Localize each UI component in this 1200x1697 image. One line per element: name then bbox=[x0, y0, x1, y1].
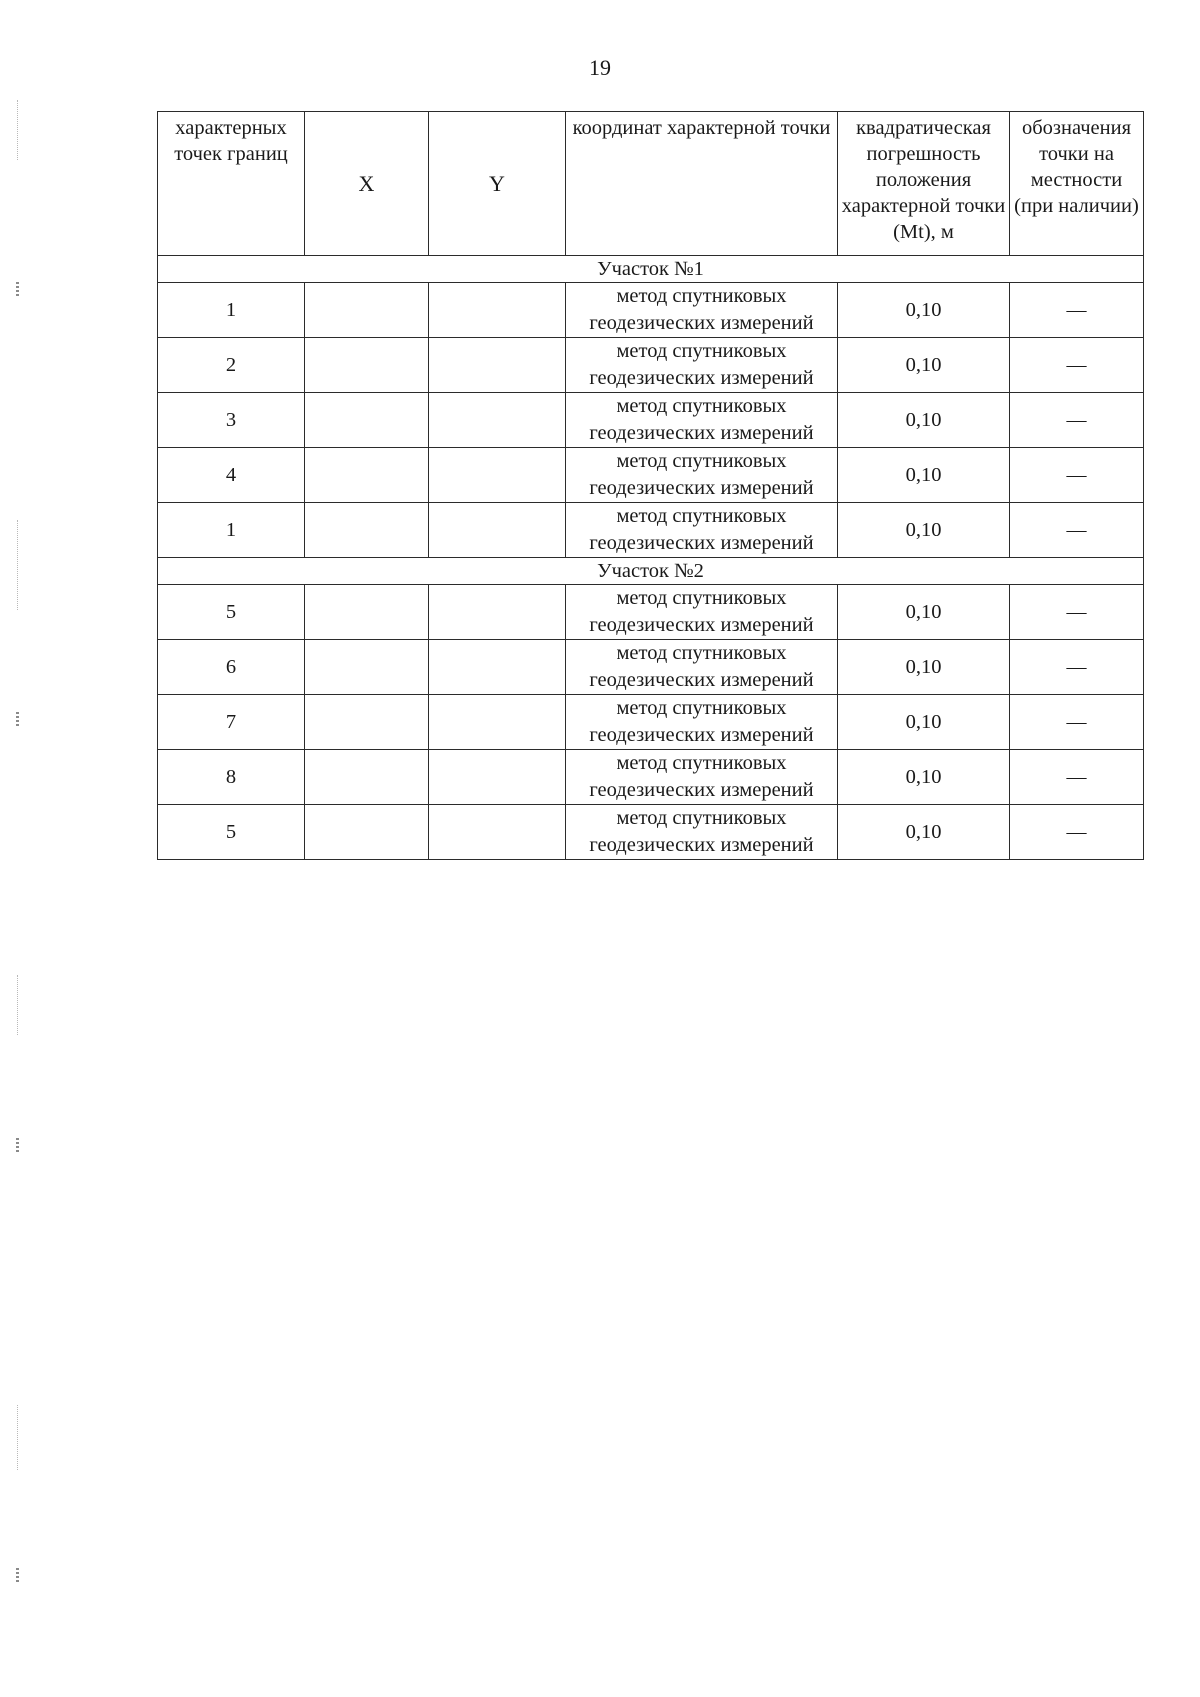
x-cell bbox=[305, 750, 429, 805]
point-cell: 2 bbox=[158, 338, 305, 393]
table-row bbox=[158, 805, 1144, 860]
coordinates-table bbox=[157, 111, 1144, 860]
scan-artifact bbox=[16, 1138, 19, 1152]
error-cell: 0,10 bbox=[838, 585, 1010, 640]
point-cell: 1 bbox=[158, 283, 305, 338]
table-row bbox=[158, 503, 1144, 558]
error-cell: 0,10 bbox=[838, 448, 1010, 503]
error-cell: 0,10 bbox=[838, 338, 1010, 393]
marking-cell: — bbox=[1010, 640, 1144, 695]
error-cell: 0,10 bbox=[838, 393, 1010, 448]
x-cell bbox=[305, 448, 429, 503]
marking-cell: — bbox=[1010, 338, 1144, 393]
x-cell bbox=[305, 640, 429, 695]
marking-cell: — bbox=[1010, 448, 1144, 503]
scan-artifact bbox=[16, 282, 19, 296]
x-cell bbox=[305, 338, 429, 393]
x-cell bbox=[305, 393, 429, 448]
method-cell: метод спутниковых геодезических измерений bbox=[566, 585, 838, 640]
table-body bbox=[158, 112, 1144, 860]
y-cell bbox=[429, 503, 566, 558]
error-cell: 0,10 bbox=[838, 640, 1010, 695]
section-title: Участок №2 bbox=[158, 558, 1144, 585]
point-cell: 4 bbox=[158, 448, 305, 503]
error-cell: 0,10 bbox=[838, 503, 1010, 558]
x-cell bbox=[305, 805, 429, 860]
method-cell: метод спутниковых геодезических измерений bbox=[566, 338, 838, 393]
scan-artifact bbox=[16, 712, 19, 726]
table-row bbox=[158, 640, 1144, 695]
y-cell bbox=[429, 750, 566, 805]
header-marking: обозначения точки на местности (при наличии) bbox=[1010, 112, 1144, 256]
header-error: квадратическая погрешность положения характерной точки (Mt), м bbox=[838, 112, 1010, 256]
error-cell: 0,10 bbox=[838, 805, 1010, 860]
marking-cell: — bbox=[1010, 585, 1144, 640]
header-points: характерных точек границ bbox=[158, 112, 305, 256]
page-number: 19 bbox=[589, 55, 611, 80]
section-title: Участок №1 bbox=[158, 256, 1144, 283]
method-cell: метод спутниковых геодезических измерений bbox=[566, 393, 838, 448]
marking-cell: — bbox=[1010, 503, 1144, 558]
y-cell bbox=[429, 393, 566, 448]
y-cell bbox=[429, 338, 566, 393]
y-cell bbox=[429, 585, 566, 640]
scan-artifact bbox=[17, 520, 20, 610]
point-cell: 7 bbox=[158, 695, 305, 750]
y-cell bbox=[429, 695, 566, 750]
marking-cell: — bbox=[1010, 695, 1144, 750]
table-row bbox=[158, 338, 1144, 393]
header-x: X bbox=[305, 112, 429, 256]
method-cell: метод спутниковых геодезических измерений bbox=[566, 283, 838, 338]
error-cell: 0,10 bbox=[838, 695, 1010, 750]
error-cell: 0,10 bbox=[838, 750, 1010, 805]
marking-cell: — bbox=[1010, 805, 1144, 860]
header-method: координат характерной точки bbox=[566, 112, 838, 256]
scan-artifact bbox=[17, 100, 20, 160]
x-cell bbox=[305, 283, 429, 338]
section-row bbox=[158, 558, 1144, 585]
x-cell bbox=[305, 695, 429, 750]
y-cell bbox=[429, 640, 566, 695]
y-cell bbox=[429, 805, 566, 860]
method-cell: метод спутниковых геодезических измерений bbox=[566, 640, 838, 695]
y-cell bbox=[429, 448, 566, 503]
table-row bbox=[158, 393, 1144, 448]
point-cell: 1 bbox=[158, 503, 305, 558]
header-y: Y bbox=[429, 112, 566, 256]
x-cell bbox=[305, 585, 429, 640]
marking-cell: — bbox=[1010, 750, 1144, 805]
method-cell: метод спутниковых геодезических измерений bbox=[566, 448, 838, 503]
method-cell: метод спутниковых геодезических измерений bbox=[566, 695, 838, 750]
point-cell: 3 bbox=[158, 393, 305, 448]
point-cell: 6 bbox=[158, 640, 305, 695]
point-cell: 5 bbox=[158, 585, 305, 640]
marking-cell: — bbox=[1010, 393, 1144, 448]
method-cell: метод спутниковых геодезических измерений bbox=[566, 750, 838, 805]
scan-artifact bbox=[17, 1405, 20, 1470]
method-cell: метод спутниковых геодезических измерений bbox=[566, 503, 838, 558]
scan-artifact bbox=[17, 975, 20, 1035]
point-cell: 5 bbox=[158, 805, 305, 860]
y-cell bbox=[429, 283, 566, 338]
table-row bbox=[158, 695, 1144, 750]
point-cell: 8 bbox=[158, 750, 305, 805]
marking-cell: — bbox=[1010, 283, 1144, 338]
x-cell bbox=[305, 503, 429, 558]
header-row bbox=[158, 112, 1144, 256]
error-cell: 0,10 bbox=[838, 283, 1010, 338]
table-row bbox=[158, 585, 1144, 640]
table-row bbox=[158, 750, 1144, 805]
table-row bbox=[158, 283, 1144, 338]
scan-artifact bbox=[16, 1568, 19, 1582]
section-row bbox=[158, 256, 1144, 283]
table-row bbox=[158, 448, 1144, 503]
method-cell: метод спутниковых геодезических измерений bbox=[566, 805, 838, 860]
